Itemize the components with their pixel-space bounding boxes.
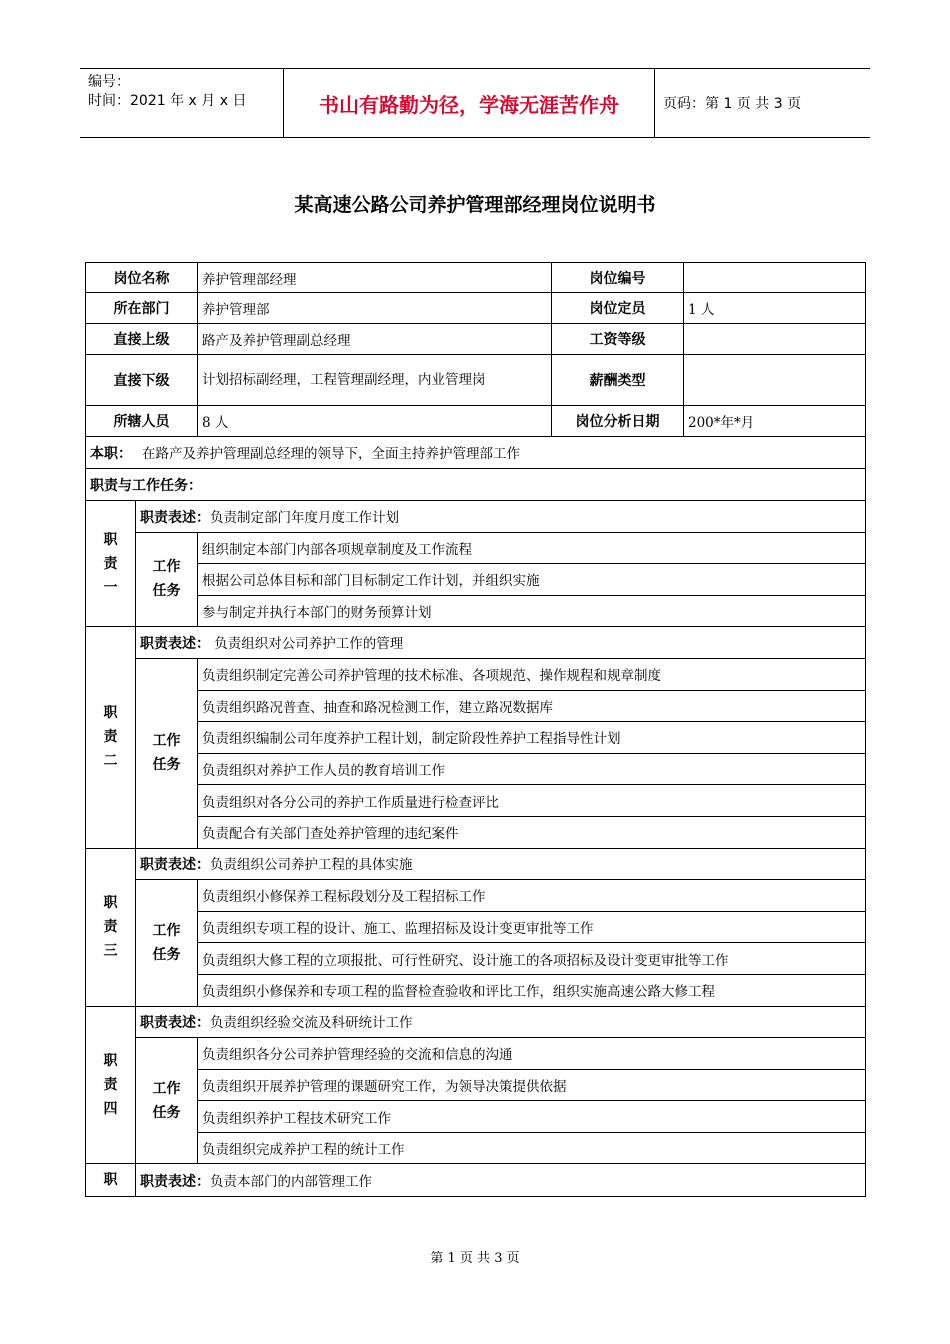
role-cell [86, 437, 866, 469]
position-code-label: 岗位编号 [552, 263, 684, 293]
task-item: 负责组织完成养护工程的统计工作 [198, 1132, 866, 1164]
duty-number-char: 责 [103, 555, 118, 572]
task-row [86, 753, 866, 785]
duty-description-text: 负责制定部门年度月度工作计划 [210, 509, 399, 526]
duty-desc-row [86, 627, 866, 659]
duty-desc-row [86, 501, 866, 533]
work-task-label [136, 532, 198, 627]
work-task-label-line: 任务 [152, 583, 181, 600]
duty-description-label: 职责表述： [140, 857, 210, 874]
role-row [86, 437, 866, 469]
info-row [86, 406, 866, 437]
task-row [86, 595, 866, 627]
role-text: 在路产及养护管理副总经理的领导下，全面主持养护管理部工作 [142, 446, 520, 462]
work-task-label-line: 工作 [152, 922, 181, 939]
direct-superior-label: 直接上级 [86, 324, 198, 355]
duties-header-row [86, 469, 866, 501]
duty-description [136, 848, 866, 880]
task-row [86, 564, 866, 596]
work-task-label-line: 工作 [152, 1080, 181, 1097]
header-page-number: 页码：第 1 页 共 3 页 [663, 96, 802, 112]
duty-number-char: 三 [103, 943, 118, 960]
task-item: 参与制定并执行本部门的财务预算计划 [198, 595, 866, 627]
task-item: 负责组织大修工程的立项报批、可行性研究、设计施工的各项招标及设计变更审批等工作 [198, 943, 866, 975]
duty-number-cell [86, 501, 136, 627]
task-item: 负责配合有关部门查处养护管理的违纪案件 [198, 816, 866, 848]
duty-number-char: 四 [103, 1100, 118, 1117]
managed-staff-value: 8 人 [198, 406, 552, 437]
duty-number-char: 责 [103, 919, 118, 936]
info-row [86, 324, 866, 355]
duty-description-text: 负责本部门的内部管理工作 [210, 1173, 372, 1190]
duty-description [136, 1006, 866, 1038]
duty-description-text: 负责组织经验交流及科研统计工作 [210, 1015, 413, 1032]
duty-number-cell [86, 1006, 136, 1164]
duty-number-cell [86, 627, 136, 848]
duty-description-label: 职责表述： [140, 1173, 210, 1190]
task-item: 负责组织小修保养和专项工程的监督检查验收和评比工作，组织实施高速公路大修工程 [198, 974, 866, 1006]
task-row [86, 1069, 866, 1101]
document-time: 时间：2021 年 x 月 x 日 [88, 93, 247, 109]
duty-number-char: 责 [103, 1076, 118, 1093]
task-item: 根据公司总体目标和部门目标制定工作计划，并组织实施 [198, 564, 866, 596]
info-row [86, 263, 866, 293]
direct-subordinate-value: 计划招标副经理，工程管理副经理，内业管理岗 [198, 355, 552, 406]
work-task-label [136, 880, 198, 1006]
task-row [86, 1038, 866, 1070]
duty-number-char: 职 [103, 705, 118, 722]
duty-number-cell: 职 [86, 1164, 136, 1197]
duty-description-text: 负责组织公司养护工程的具体实施 [210, 857, 413, 874]
info-row [86, 293, 866, 324]
position-name-value: 养护管理部经理 [198, 263, 552, 293]
page-header [80, 68, 870, 138]
position-code-value [684, 263, 866, 293]
task-item: 负责组织小修保养工程标段划分及工程招标工作 [198, 880, 866, 912]
header-meta [88, 73, 278, 111]
salary-grade-label: 工资等级 [552, 324, 684, 355]
staff-quota-label: 岗位定员 [552, 293, 684, 324]
duty-desc-row [86, 1164, 866, 1197]
task-row [86, 816, 866, 848]
duty-description-label: 职责表述： [140, 636, 210, 653]
header-motto: 书山有路勤为径，学海无涯苦作舟 [283, 69, 655, 137]
work-task-label-line: 任务 [152, 1104, 181, 1121]
duty-number-char: 二 [103, 753, 118, 770]
task-row [86, 532, 866, 564]
info-row [86, 355, 866, 406]
document-number: 编号： [88, 74, 130, 90]
work-task-label-line: 工作 [152, 733, 181, 750]
duty-number-char: 一 [103, 579, 118, 596]
document-title: 某高速公路公司养护管理部经理岗位说明书 [294, 194, 656, 216]
task-row [86, 722, 866, 754]
task-row [86, 658, 866, 690]
direct-subordinate-label: 直接下级 [86, 355, 198, 406]
task-item: 负责组织制定完善公司养护管理的技术标准、各项规范、操作规程和规章制度 [198, 658, 866, 690]
duty-number-char: 责 [103, 729, 118, 746]
staff-quota-value: 1 人 [684, 293, 866, 324]
work-task-label-line: 任务 [152, 946, 181, 963]
duty-description [136, 501, 866, 533]
page-footer: 第 1 页 共 3 页 [430, 1251, 520, 1266]
work-task-label [136, 1038, 198, 1164]
duty-number-char: 职 [103, 1052, 118, 1069]
task-item: 组织制定本部门内部各项规章制度及工作流程 [198, 532, 866, 564]
duty-description-label: 职责表述： [140, 1015, 210, 1032]
work-task-label [136, 658, 198, 848]
task-row [86, 690, 866, 722]
duty-desc-row [86, 848, 866, 880]
task-row [86, 785, 866, 817]
task-row [86, 974, 866, 1006]
duties-header: 职责与工作任务： [86, 469, 866, 501]
duty-number-char: 职 [103, 895, 118, 912]
salary-grade-value [684, 324, 866, 355]
managed-staff-label: 所辖人员 [86, 406, 198, 437]
duty-number-cell [86, 848, 136, 1006]
salary-type-label: 薪酬类型 [552, 355, 684, 406]
task-row [86, 1101, 866, 1133]
task-item: 负责组织专项工程的设计、施工、监理招标及设计变更审批等工作 [198, 911, 866, 943]
task-item: 负责组织对各分公司的养护工作质量进行检查评比 [198, 785, 866, 817]
task-row [86, 911, 866, 943]
task-row [86, 1132, 866, 1164]
duty-number-char: 职 [103, 531, 118, 548]
department-label: 所在部门 [86, 293, 198, 324]
task-row [86, 880, 866, 912]
duty-description [136, 1164, 866, 1197]
analysis-date-value: 200*年*月 [684, 406, 866, 437]
work-task-label-line: 任务 [152, 757, 181, 774]
task-item: 负责组织路况普查、抽查和路况检测工作，建立路况数据库 [198, 690, 866, 722]
duty-description-text: 负责组织对公司养护工作的管理 [210, 636, 404, 653]
duty-description-label: 职责表述： [140, 509, 210, 526]
task-item: 负责组织编制公司年度养护工程计划，制定阶段性养护工程指导性计划 [198, 722, 866, 754]
role-label: 本职： [90, 446, 132, 462]
work-task-label-line: 工作 [152, 559, 181, 576]
task-item: 负责组织开展养护管理的课题研究工作，为领导决策提供依据 [198, 1069, 866, 1101]
analysis-date-label: 岗位分析日期 [552, 406, 684, 437]
task-item: 负责组织各分公司养护管理经验的交流和信息的沟通 [198, 1038, 866, 1070]
duty-description [136, 627, 866, 659]
job-description-table [85, 262, 866, 1197]
department-value: 养护管理部 [198, 293, 552, 324]
duty-desc-row [86, 1006, 866, 1038]
salary-type-value [684, 355, 866, 406]
task-item: 负责组织养护工程技术研究工作 [198, 1101, 866, 1133]
task-row [86, 943, 866, 975]
position-name-label: 岗位名称 [86, 263, 198, 293]
task-item: 负责组织对养护工作人员的教育培训工作 [198, 753, 866, 785]
direct-superior-value: 路产及养护管理副总经理 [198, 324, 552, 355]
